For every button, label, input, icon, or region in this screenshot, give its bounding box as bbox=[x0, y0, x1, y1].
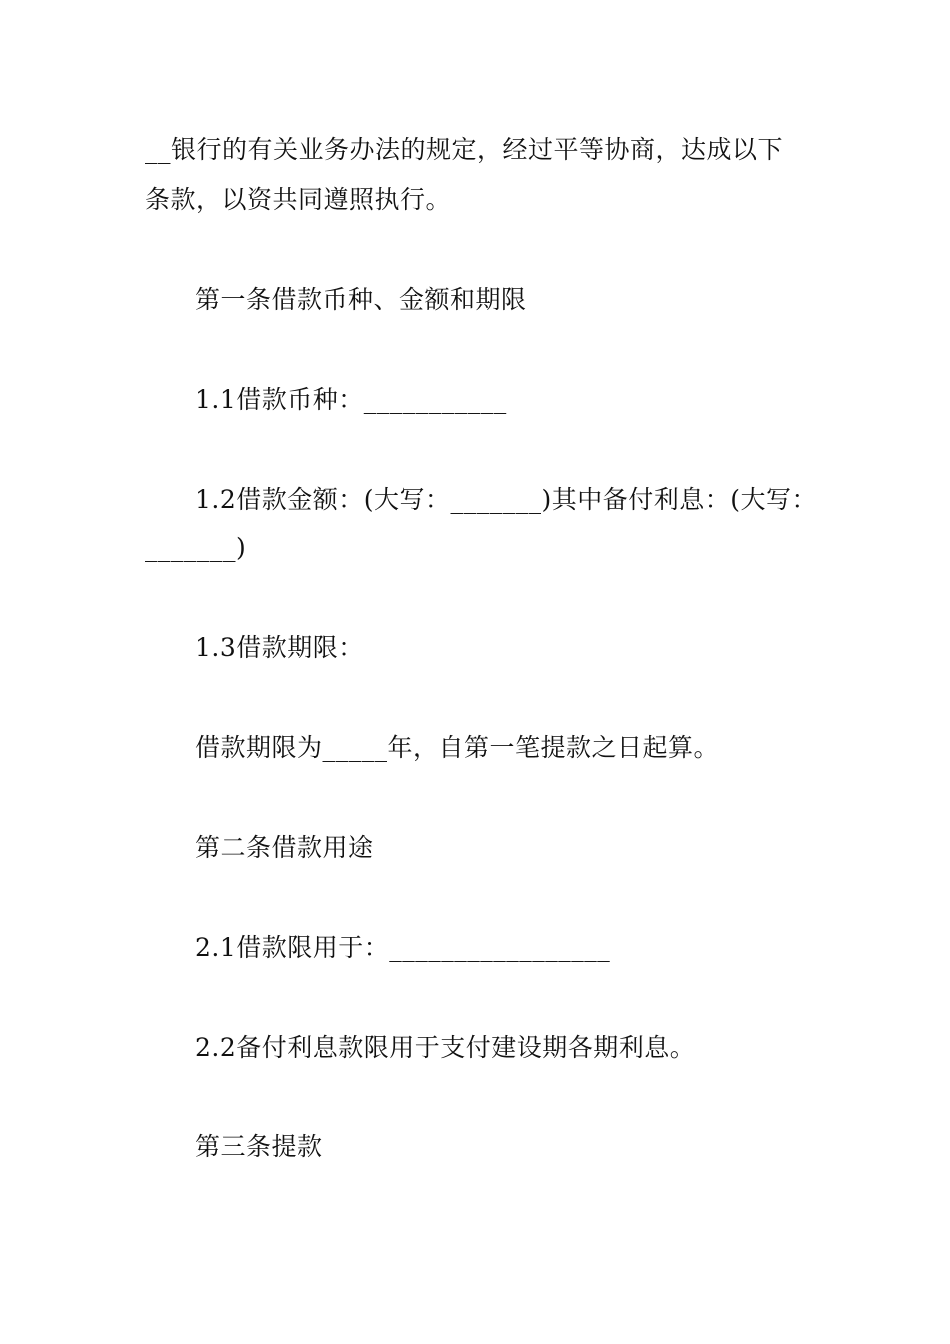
article-1-heading: 第一条借款币种、金额和期限 bbox=[195, 285, 527, 314]
item-2-1-purpose: 2.1借款限用于：_________________ bbox=[195, 933, 611, 962]
item-1-2-amount-continued: _______) bbox=[145, 533, 247, 562]
item-2-2-interest-use: 2.2备付利息款限用于支付建设期各期利息。 bbox=[195, 1033, 696, 1062]
item-1-1-currency: 1.1借款币种：___________ bbox=[195, 385, 507, 414]
term-description: 借款期限为_____年，自第一笔提款之日起算。 bbox=[195, 733, 720, 762]
item-1-3-term: 1.3借款期限： bbox=[195, 633, 364, 662]
article-2-heading: 第二条借款用途 bbox=[195, 833, 374, 862]
clause-intro-line-2: 条款，以资共同遵照执行。 bbox=[145, 185, 452, 214]
clause-intro-line-1: __银行的有关业务办法的规定，经过平等协商，达成以下 bbox=[145, 135, 784, 164]
item-1-2-amount: 1.2借款金额：(大写：_______)其中备付利息：(大写： bbox=[195, 485, 818, 514]
article-3-heading: 第三条提款 bbox=[195, 1132, 323, 1161]
